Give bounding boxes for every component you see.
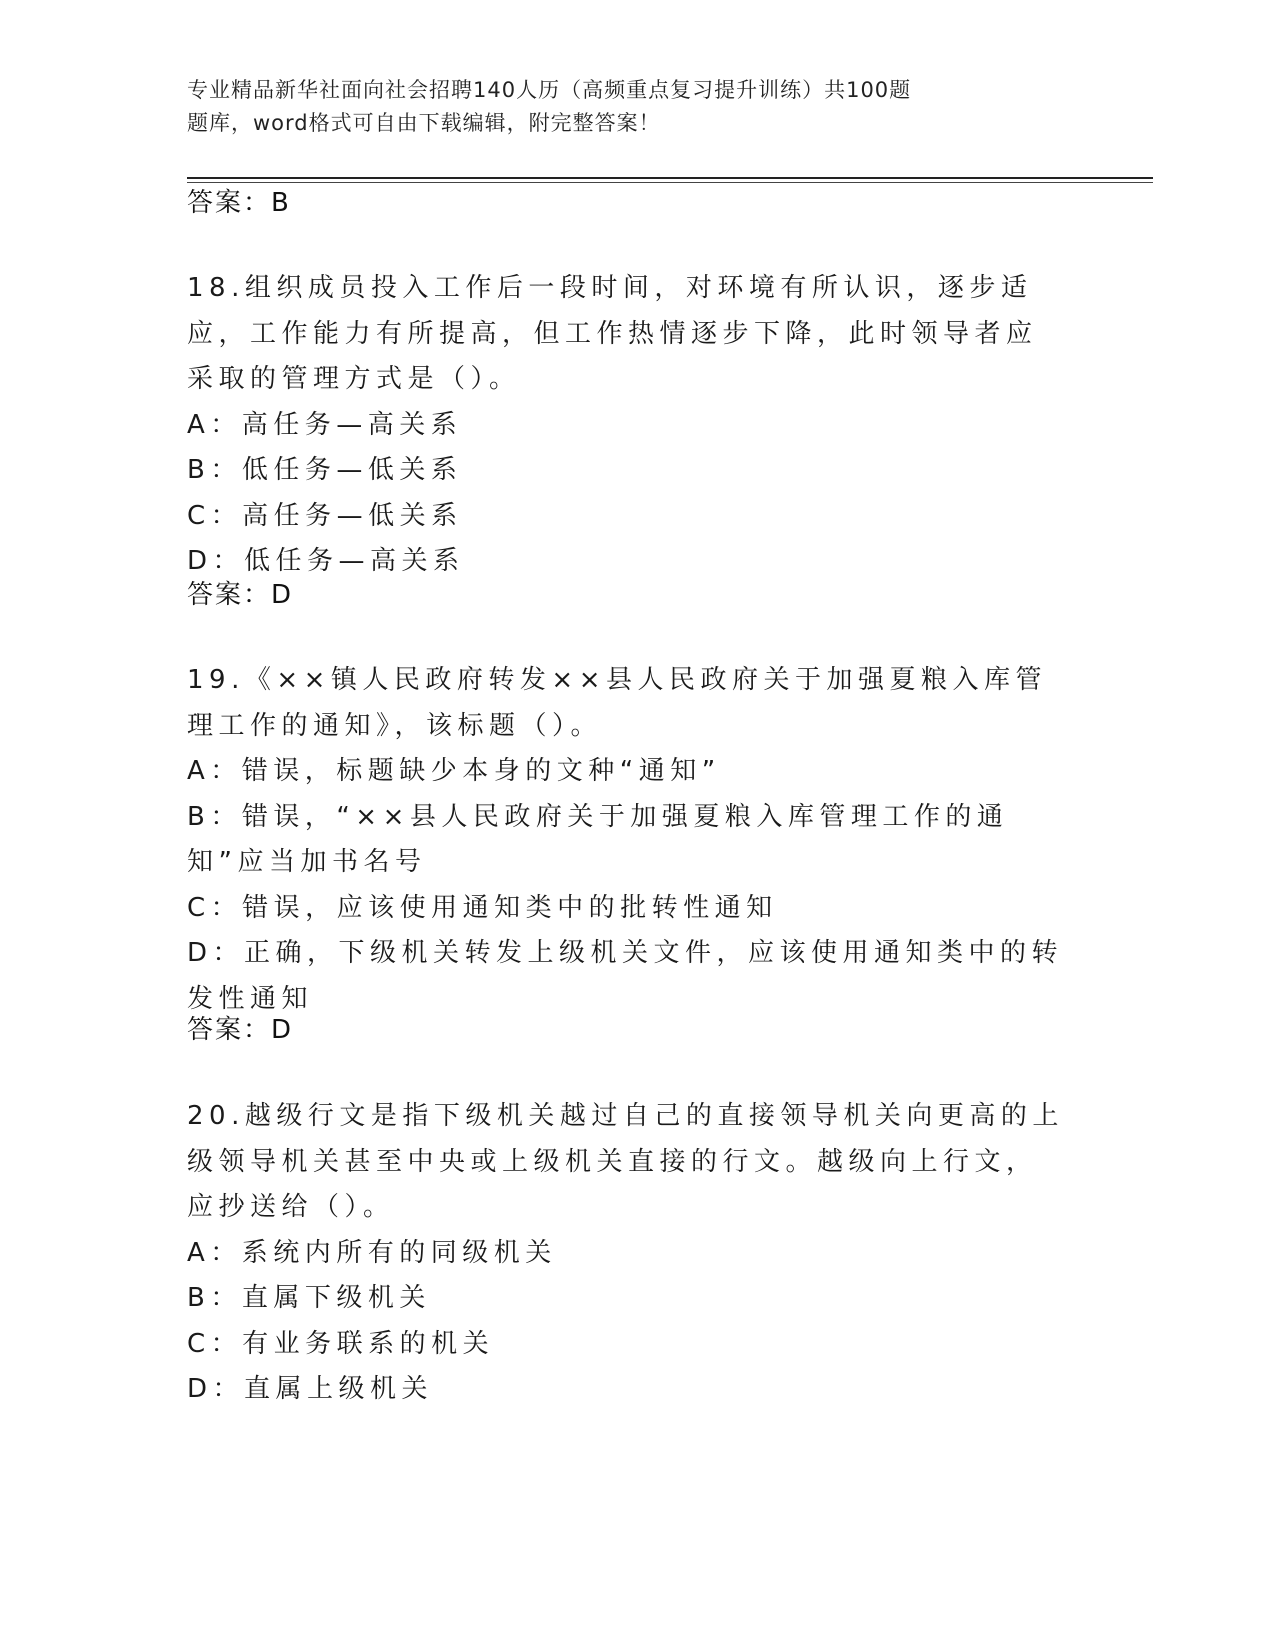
question-19-option-a: A：错误，标题缺少本身的文种“通知” bbox=[187, 756, 721, 786]
question-19-text: 19.《××镇人民政府转发××县人民政府关于加强夏粮入库管理工作的通知》，该标题（）。 bbox=[187, 665, 1047, 741]
header-title-line-1: 专业精品新华社面向社会招聘140人历（高频重点复习提升训练）共100题 bbox=[187, 78, 912, 102]
answer-q18: 答案：D bbox=[187, 580, 294, 610]
question-20-option-b: B：直属下级机关 bbox=[187, 1283, 431, 1313]
question-18-option-b: B：低任务—低关系 bbox=[187, 455, 463, 485]
question-19-option-c: C：错误，应该使用通知类中的批转性通知 bbox=[187, 892, 778, 923]
question-20-text: 20.越级行文是指下级机关越过自己的直接领导机关向更高的上级领导机关甚至中央或上级机关直接的行文。越级向上行文，应抄送给（）。 bbox=[187, 1101, 1064, 1222]
question-20 bbox=[187, 1094, 1067, 1413]
answer-q17: 答案：B bbox=[187, 188, 291, 218]
header-title-line-2: 题库，word格式可自由下载编辑，附完整答案！ bbox=[187, 111, 661, 135]
question-18 bbox=[187, 266, 1067, 585]
question-20-option-d: D：直属上级机关 bbox=[187, 1374, 434, 1404]
question-19-option-b: B：错误，“××县人民政府关于加强夏粮入库管理工作的通知”应当加书名号 bbox=[187, 801, 1009, 877]
question-18-option-d: D：低任务—高关系 bbox=[187, 546, 465, 576]
question-20-option-a: A：系统内所有的同级机关 bbox=[187, 1237, 557, 1268]
question-20-option-c: C：有业务联系的机关 bbox=[187, 1328, 495, 1359]
question-18-text: 18.组织成员投入工作后一段时间，对环境有所认识，逐步适应，工作能力有所提高，但工作热情逐步下降，此时领导者应采取的管理方式是（）。 bbox=[187, 273, 1038, 394]
header-divider-thick bbox=[187, 177, 1153, 179]
question-18-option-c: C：高任务—低关系 bbox=[187, 500, 463, 531]
question-19-option-d: D：正确，下级机关转发上级机关文件，应该使用通知类中的转发性通知 bbox=[187, 938, 1064, 1014]
document-header bbox=[187, 74, 1027, 140]
answer-q19: 答案：D bbox=[187, 1015, 294, 1045]
question-18-option-a: A：高任务—高关系 bbox=[187, 409, 463, 440]
question-19 bbox=[187, 658, 1067, 1022]
header-divider-thin bbox=[187, 182, 1153, 183]
